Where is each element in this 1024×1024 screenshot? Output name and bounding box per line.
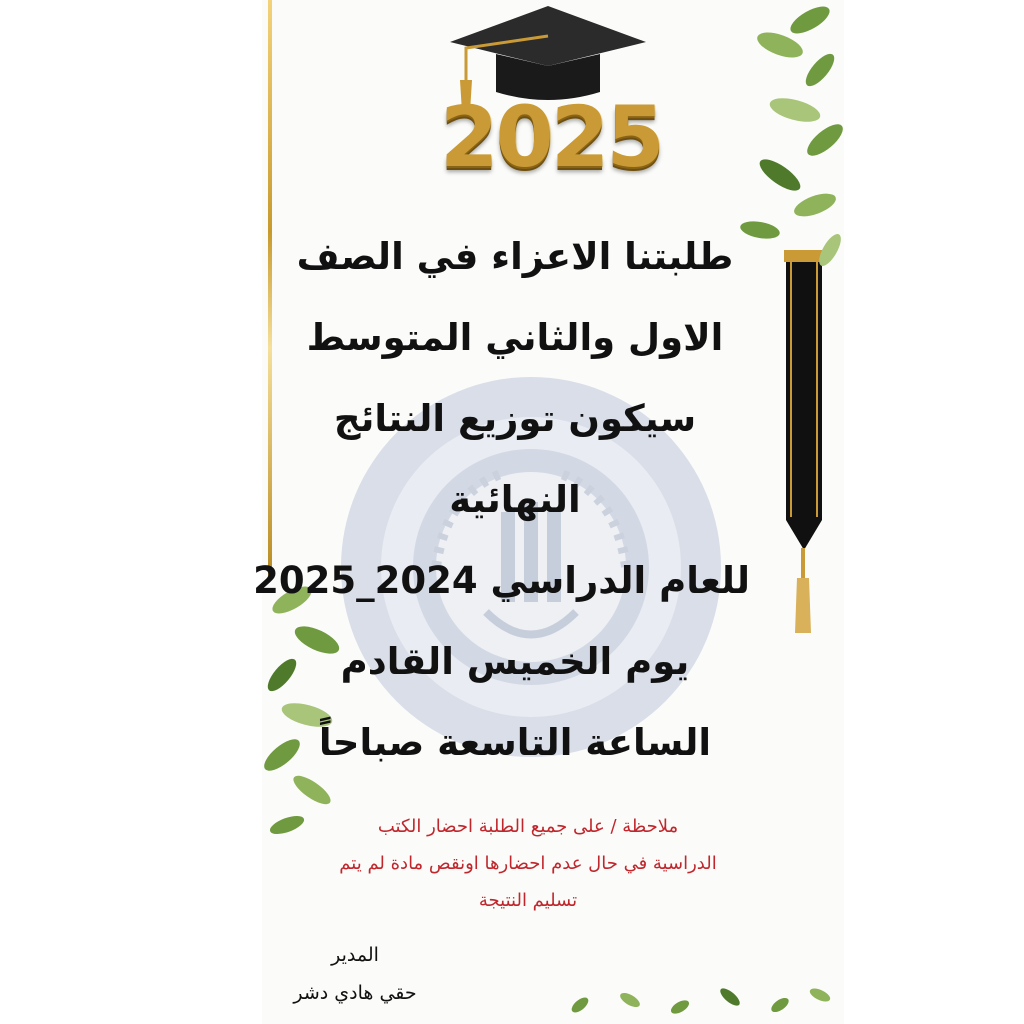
note-line: تسليم النتيجة (478, 890, 578, 911)
graduation-year: 2025 (440, 88, 662, 186)
tassel-icon (792, 548, 814, 638)
graduation-header (440, 4, 662, 194)
signature (270, 936, 440, 1012)
note-line: الدراسية في حال عدم احضارها اونقص مادة لم يتم (339, 853, 717, 874)
announcement-line: طلبتنا الاعزاء في الصف (296, 235, 734, 278)
signature-title: المدير (331, 944, 379, 966)
announcement-line: الساعة التاسعة صباحاً (318, 721, 712, 764)
note-text (290, 808, 766, 919)
gold-border-line (268, 0, 272, 580)
announcement-line: يوم الخميس القادم (340, 640, 690, 683)
announcement-line: الاول والثاني المتوسط (306, 316, 724, 359)
announcement-line: سيكون توزيع النتائج (333, 397, 697, 440)
announcement-text (253, 216, 750, 783)
announcement-line: للعام الدراسي 2024_2025 (253, 559, 750, 602)
leaf-decoration-bottom (560, 975, 844, 1024)
announcement-line: النهائية (449, 478, 581, 521)
note-line: ملاحظة / على جميع الطلبة احضار الكتب (377, 816, 679, 837)
signature-name: حقي هادي دشر (293, 982, 417, 1004)
